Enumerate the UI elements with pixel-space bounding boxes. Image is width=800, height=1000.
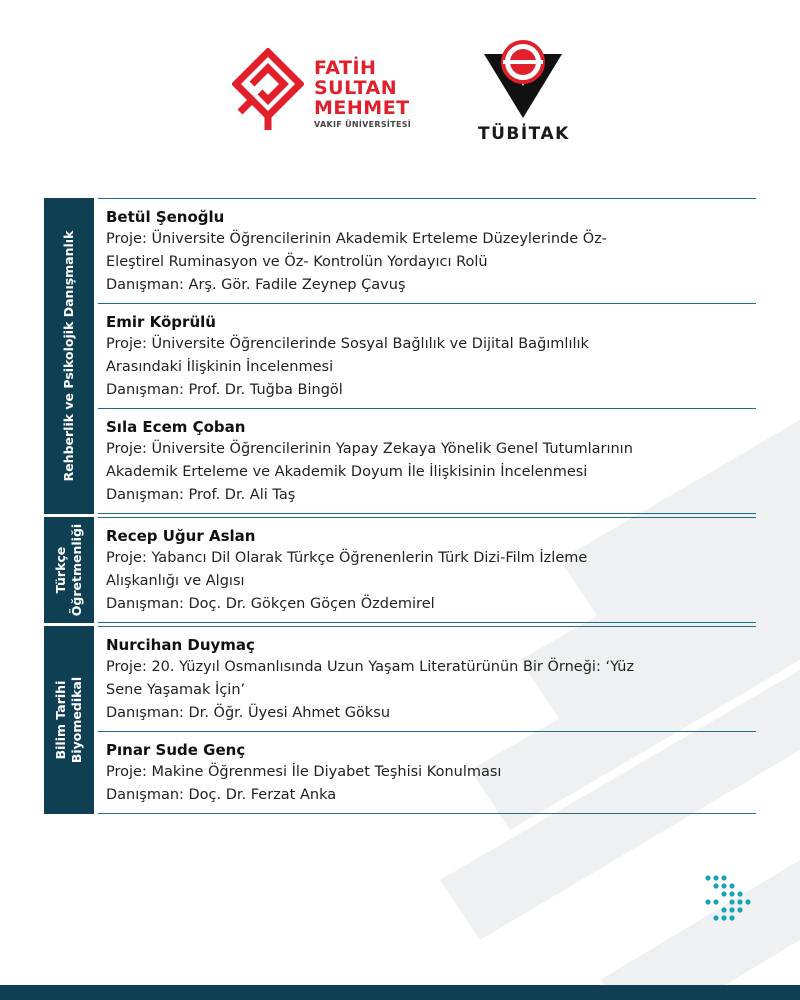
list-item [98,517,756,623]
student-name: Betül Şenoğlu [106,208,225,226]
group-label-bar [44,517,94,623]
group-label-bar [44,198,94,514]
entry-line: Proje: 20. Yüzyıl Osmanlısında Uzun Yaşam Literatürünün Bir Örneği: ‘Yüz [106,659,635,675]
entry-line: Danışman: Arş. Gör. Fadile Zeynep Çavuş [106,277,406,293]
group-rehberlik [44,198,756,514]
list-item [98,626,756,731]
group-label [53,524,85,616]
entry-list [98,198,756,514]
entry-line: Danışman: Prof. Dr. Ali Taş [106,487,296,503]
fsm-line3: MEHMET [314,97,410,119]
entry-line: Eleştirel Ruminasyon ve Öz- Kontrolün Yordayıcı Rolü [106,254,488,270]
group-label: Rehberlik ve Psikolojik Danışmanlık [61,230,76,482]
tubitak-wordmark: TÜBİTAK [478,124,570,144]
student-name: Emir Köprülü [106,313,216,331]
logo-header [0,30,800,160]
group-label-bar [44,626,94,814]
chevron-right-dots-icon[interactable] [702,870,758,926]
student-name: Sıla Ecem Çoban [106,418,246,436]
list-item [98,731,756,814]
tubitak-logo-icon [478,34,568,120]
list-item [98,303,756,408]
entry-line: Sene Yaşamak İçin’ [106,682,246,698]
entry-list [98,517,756,623]
entry-line: Alışkanlığı ve Algısı [106,573,245,589]
group-label-line2: Öğretmenliği [69,523,84,617]
project-table [44,198,756,814]
student-name: Recep Uğur Aslan [106,527,256,545]
entry-line: Danışman: Doç. Dr. Ferzat Anka [106,787,337,803]
fsm-wordmark [314,58,411,129]
entry-line: Danışman: Prof. Dr. Tuğba Bingöl [106,382,343,398]
entry-line: Proje: Yabancı Dil Olarak Türkçe Öğrenenlerin Türk Dizi-Film İzleme [106,550,588,566]
entry-line: Proje: Makine Öğrenmesi İle Diyabet Teşhisi Konulması [106,764,502,780]
entry-line: Proje: Üniversite Öğrencilerinin Yapay Zekaya Yönelik Genel Tutumlarının [106,441,633,457]
group-label [53,677,85,763]
entry-line: Akademik Erteleme ve Akademik Doyum İle İlişkisinin İncelenmesi [106,464,588,480]
fsm-line2: SULTAN [314,77,398,99]
bottom-bar [0,985,800,1000]
list-item [98,198,756,303]
student-name: Nurcihan Duymaç [106,636,255,654]
group-turkce [44,517,756,623]
student-name: Pınar Sude Genç [106,741,246,759]
fsm-line1: FATİH [314,57,377,79]
group-label-line2: Biyomedikal [69,676,84,764]
list-item [98,408,756,514]
entry-list [98,626,756,814]
entry-line: Danışman: Dr. Öğr. Üyesi Ahmet Göksu [106,705,391,721]
entry-line: Proje: Üniversite Öğrencilerinin Akademik Erteleme Düzeylerinde Öz- [106,231,608,247]
group-bilim-tarihi [44,626,756,814]
entry-line: Proje: Üniversite Öğrencilerinde Sosyal Bağlılık ve Dijital Bağımlılık [106,336,589,352]
entry-line: Arasındaki İlişkinin İncelenmesi [106,359,334,375]
entry-line: Danışman: Doç. Dr. Gökçen Göçen Özdemirel [106,596,435,612]
group-label-line1: Bilim Tarihi [53,680,68,760]
fsm-line4: VAKIF ÜNİVERSİTESİ [314,120,412,129]
fsm-logo-icon [232,48,304,132]
group-label-line1: Türkçe [53,546,68,594]
